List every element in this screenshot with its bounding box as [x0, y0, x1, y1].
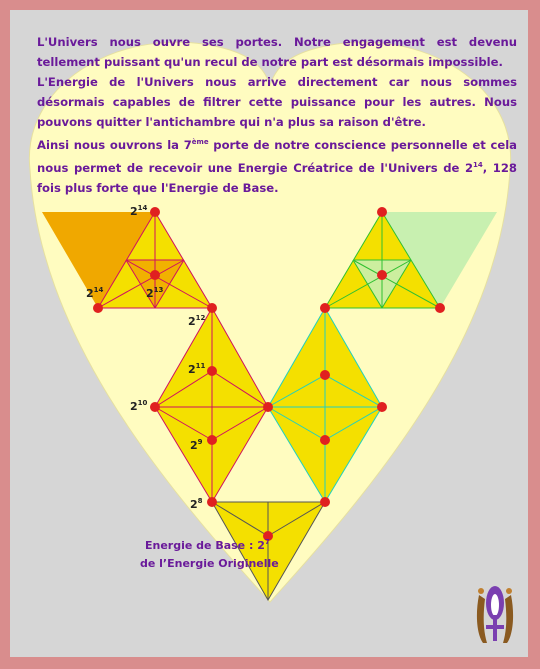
caption-line-1: Energie de Base : $2^7$ — [145, 538, 270, 552]
ankh-flame-logo — [477, 586, 513, 643]
label-2-10: $2^{10}$ — [130, 399, 148, 413]
label-2-14-left: $2^{14}$ — [86, 286, 104, 300]
label-2-11: $2^{11}$ — [188, 362, 206, 376]
intro-text — [37, 32, 517, 198]
paragraph-1: L'Univers nous ouvre ses portes. Notre engagement est devenu tellement puissant qu'un recul de notre part est désormais impossible. — [37, 35, 517, 69]
label-2-8: $2^8$ — [190, 497, 203, 511]
paragraph-3: Ainsi nous ouvrons la 7ème porte de notre conscience personnelle et cela nous permet de recevoir une Energie Créatrice de l'Univers de $2^{14}$, 128 fois plus forte que l'Energie de Base. — [37, 137, 518, 195]
caption-line-2: de l’Energie Originelle — [140, 557, 279, 570]
label-2-9: $2^9$ — [190, 438, 203, 452]
label-2-14-top: $2^{14}$ — [130, 204, 148, 218]
label-2-12: $2^{12}$ — [188, 314, 206, 328]
label-2-13: $2^{13}$ — [146, 286, 164, 300]
paragraph-2: L'Energie de l'Univers nous arrive directement car nous sommes désormais capables de filtrer cette puissance pour les autres. Nous pouvons quitter l'antichambre qui n'a plus sa raison d'être. — [37, 75, 517, 129]
